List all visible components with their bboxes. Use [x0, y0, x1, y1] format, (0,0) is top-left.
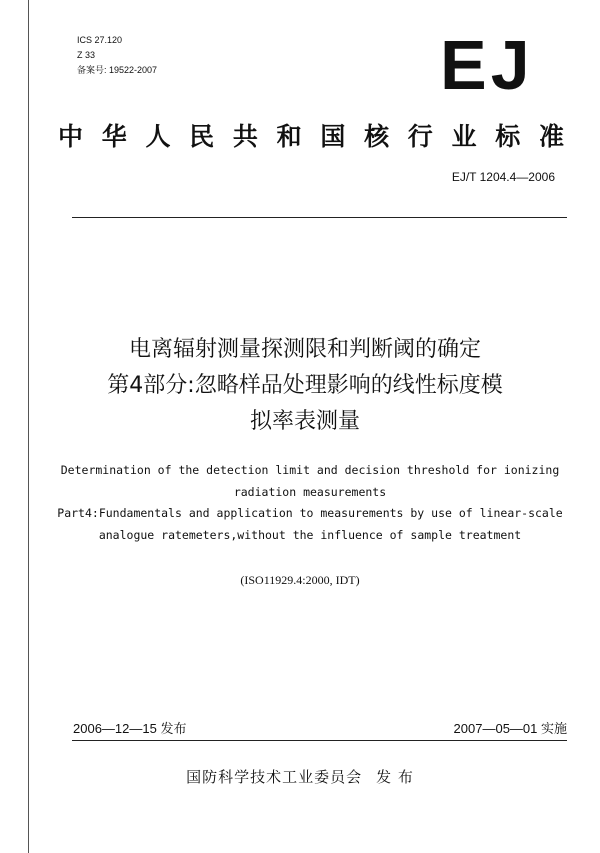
issue-date: 2006—12—15 发布 — [73, 721, 187, 736]
record-number: 备案号: 19522-2007 — [77, 65, 158, 75]
chinese-title-line-1: 电离辐射测量探测限和判断阈的确定 — [128, 337, 481, 362]
english-title — [40, 460, 580, 546]
bottom-divider — [72, 740, 567, 741]
standard-category-title: 中华人民共和国核行业标准 — [58, 122, 568, 151]
publisher-org: 国防科学技术工业委员会 — [186, 768, 363, 786]
english-title-line-4: analogue ratemeters,without the influence of sample treatment — [98, 527, 522, 542]
chinese-title-line-3: 拟率表测量 — [249, 409, 360, 434]
publisher-verb: 发 布 — [376, 768, 414, 786]
publisher — [0, 766, 600, 787]
ej-logo: EJ — [440, 26, 534, 104]
binding-edge-line — [28, 0, 29, 853]
ccs-code: Z 33 — [77, 50, 96, 60]
implementation-date: 2007—05—01 实施 — [453, 721, 567, 736]
ics-code: ICS 27.120 — [77, 35, 123, 45]
english-title-line-3: Part4:Fundamentals and application to measurements by use of linear-scale — [57, 506, 563, 520]
english-title-line-2: radiation measurements — [233, 484, 387, 499]
chinese-title — [40, 332, 570, 440]
adoption-note: (ISO11929.4:2000, IDT) — [240, 573, 360, 587]
chinese-title-line-2: 第4部分:忽略样品处理影响的线性标度模 — [107, 373, 503, 398]
standard-code: EJ/T 1204.4—2006 — [451, 170, 555, 184]
english-title-line-1: Determination of the detection limit and decision threshold for ionizing — [60, 463, 560, 477]
top-divider — [72, 217, 567, 218]
classification-block — [77, 33, 157, 78]
